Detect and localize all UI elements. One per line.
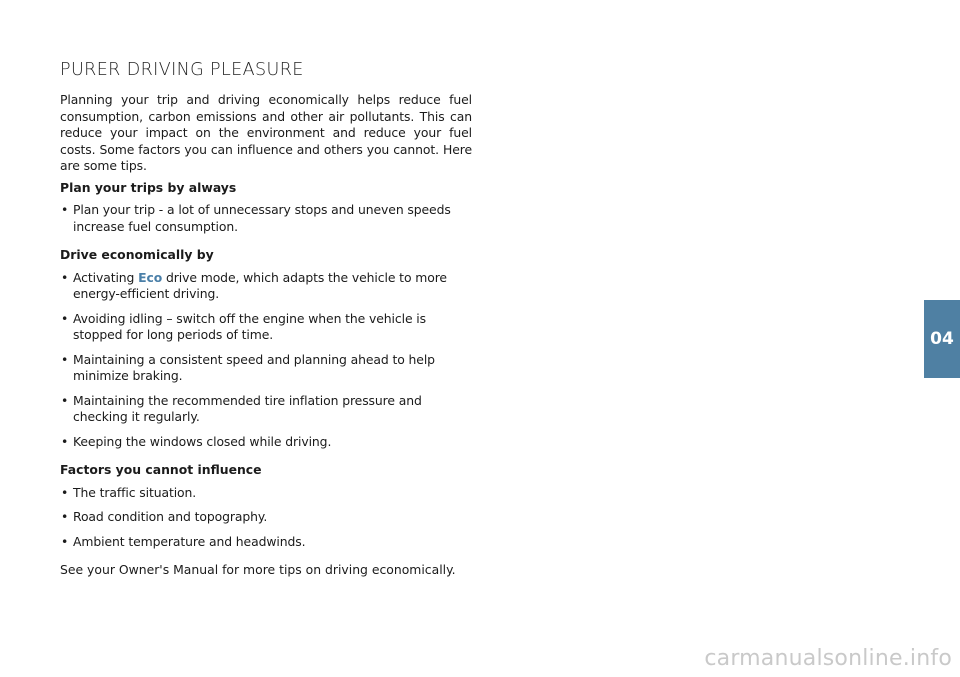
chapter-tab[interactable] xyxy=(924,300,960,378)
list-item xyxy=(60,393,472,426)
list-item xyxy=(60,202,472,235)
bullet-icon: • xyxy=(61,509,69,524)
bullet-icon: • xyxy=(61,351,69,367)
section-heading-plan-trips: Plan your trips by always xyxy=(60,179,237,195)
list-item-text: Plan your trip - a lot of unnecessary stops and uneven speeds increase fuel consumption. xyxy=(73,202,451,234)
list-item-text: Ambient temperature and headwinds. xyxy=(73,533,306,549)
plan-trips-list xyxy=(60,202,472,235)
section-heading-drive-economically: Drive economically by xyxy=(60,247,214,262)
list-item-text: Road condition and topography. xyxy=(73,509,268,524)
list-item-text xyxy=(73,270,447,302)
list-item xyxy=(60,509,472,526)
drive-economically-list xyxy=(60,270,472,451)
list-item xyxy=(60,485,472,502)
eco-item-prefix: Activating xyxy=(73,269,139,285)
intro-paragraph: Planning your trip and driving economically helps reduce fuel consumption, carbon emissions and other air pollutants. This can reduce your impact on the environment and reduce your fuel costs. Some factors you can influence and others you cannot. Here are some tips. xyxy=(60,92,472,173)
list-item-text: Keeping the windows closed while driving. xyxy=(73,433,332,449)
bullet-icon: • xyxy=(61,269,69,285)
bullet-icon: • xyxy=(61,433,69,449)
list-item-text: Maintaining a consistent speed and planning ahead to help minimize braking. xyxy=(73,351,435,383)
watermark: carmanualsonline.info xyxy=(704,646,952,671)
list-item xyxy=(60,534,472,551)
list-item-text: Maintaining the recommended tire inflation pressure and checking it regularly. xyxy=(73,392,422,424)
bullet-icon: • xyxy=(61,392,69,408)
page-title: PURER DRIVING PLEASURE xyxy=(60,60,304,80)
eco-item-suffix: drive mode, which adapts the vehicle to more energy-efficient driving. xyxy=(73,269,447,301)
factors-list xyxy=(60,485,472,551)
bullet-icon: • xyxy=(61,533,69,549)
list-item-text: The traffic situation. xyxy=(73,484,197,500)
chapter-number: 04 xyxy=(930,329,954,349)
list-item xyxy=(60,311,472,344)
bullet-icon: • xyxy=(61,202,69,217)
closing-paragraph: See your Owner's Manual for more tips on driving economically. xyxy=(60,562,456,577)
list-item xyxy=(60,352,472,385)
section-heading-factors: Factors you cannot influence xyxy=(60,462,262,477)
bullet-icon: • xyxy=(61,484,69,500)
list-item-text: Avoiding idling – switch off the engine when the vehicle is stopped for long periods of time. xyxy=(73,310,427,342)
list-item xyxy=(60,434,472,451)
list-item xyxy=(60,270,472,303)
page-content xyxy=(60,58,472,579)
eco-mode-label: Eco xyxy=(138,269,163,285)
bullet-icon: • xyxy=(61,310,69,326)
